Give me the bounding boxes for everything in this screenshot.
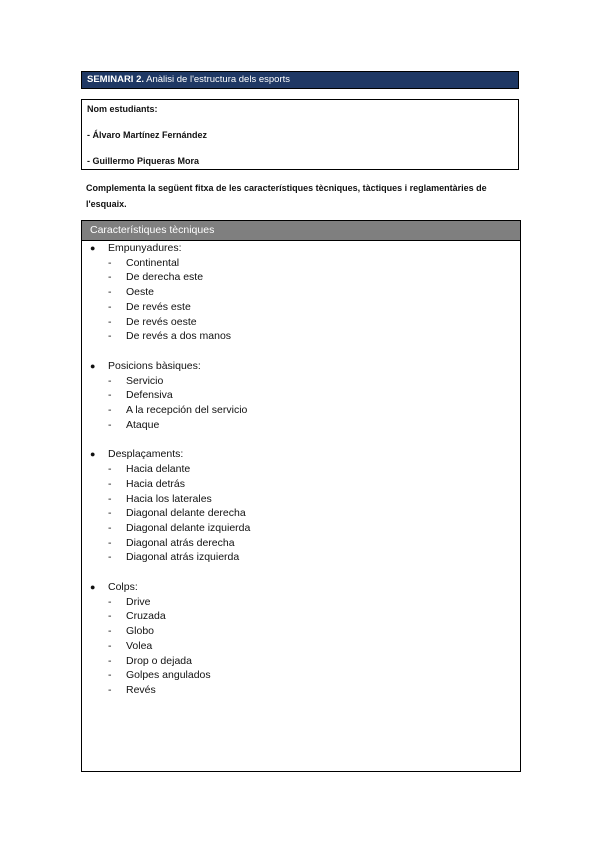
list-item-text: Servicio <box>126 374 164 387</box>
list-item-text: Globo <box>126 625 155 638</box>
seminar-title-bar <box>81 71 519 89</box>
list-item-text: De derecha este <box>126 271 204 284</box>
list-item <box>82 374 520 389</box>
section-title <box>82 359 520 374</box>
list-item <box>82 329 520 344</box>
dash-marker: - <box>108 374 112 387</box>
section-title-text: Desplaçaments: <box>108 448 184 461</box>
list-item-text: A la recepción del servicio <box>126 404 248 417</box>
list-item <box>82 624 520 639</box>
technical-characteristics-box <box>81 220 521 772</box>
list-item <box>82 462 520 477</box>
technical-section <box>82 241 520 344</box>
list-item-text: Drop o dejada <box>126 654 192 667</box>
list-item <box>82 315 520 330</box>
dash-marker: - <box>108 595 112 608</box>
dash-marker: - <box>108 654 112 667</box>
list-item-text: De revés a dos manos <box>126 330 232 343</box>
list-item <box>82 403 520 418</box>
section-title-text: Posicions bàsiques: <box>108 359 201 372</box>
list-item-text: Continental <box>126 256 180 269</box>
dash-marker: - <box>108 271 112 284</box>
technical-sections <box>82 241 520 698</box>
list-item-text: Diagonal delante derecha <box>126 507 246 520</box>
technical-section <box>82 359 520 433</box>
technical-section <box>82 580 520 698</box>
dash-marker: - <box>108 286 112 299</box>
student-name: - Guillermo Piqueras Mora <box>87 156 200 166</box>
list-item-text: Oeste <box>126 286 155 299</box>
list-item <box>82 492 520 507</box>
students-label: Nom estudiants: <box>87 104 158 114</box>
section-title-text: Empunyadures: <box>108 242 182 254</box>
list-item <box>82 654 520 669</box>
bullet-icon: ● <box>90 582 96 593</box>
list-item <box>82 300 520 315</box>
dash-marker: - <box>108 418 112 431</box>
section-title <box>82 580 520 595</box>
list-item <box>82 285 520 300</box>
dash-marker: - <box>108 683 112 696</box>
section-spacer <box>82 344 520 359</box>
section-spacer <box>82 565 520 580</box>
students-box <box>81 99 519 170</box>
list-item <box>82 256 520 271</box>
list-item <box>82 609 520 624</box>
dash-marker: - <box>108 300 112 313</box>
dash-marker: - <box>108 639 112 652</box>
dash-marker: - <box>108 256 112 269</box>
dash-marker: - <box>108 330 112 343</box>
section-title-text: Colps: <box>108 581 138 594</box>
list-item <box>82 270 520 285</box>
dash-marker: - <box>108 551 112 564</box>
list-item-text: Defensiva <box>126 389 173 402</box>
list-item <box>82 388 520 403</box>
list-item-text: Volea <box>126 639 153 652</box>
dash-marker: - <box>108 404 112 417</box>
list-item-text: Drive <box>126 595 151 608</box>
list-item <box>82 418 520 433</box>
list-item <box>82 595 520 610</box>
list-item <box>82 639 520 654</box>
student-name: - Álvaro Martínez Fernández <box>87 130 208 140</box>
dash-marker: - <box>108 507 112 520</box>
dash-marker: - <box>108 463 112 476</box>
list-item-text: Cruzada <box>126 610 166 623</box>
list-item-text: Golpes angulados <box>126 669 211 682</box>
list-item-text: Hacia detrás <box>126 477 185 490</box>
dash-marker: - <box>108 389 112 402</box>
list-item-text: De revés oeste <box>126 315 197 328</box>
list-item <box>82 668 520 683</box>
list-item-text: Diagonal atrás izquierda <box>126 551 240 564</box>
list-item <box>82 506 520 521</box>
list-item <box>82 477 520 492</box>
bullet-icon: ● <box>90 449 96 460</box>
section-spacer <box>82 432 520 447</box>
bullet-icon: ● <box>90 360 96 371</box>
bullet-icon: ● <box>90 243 96 253</box>
list-item-text: De revés este <box>126 300 191 313</box>
dash-marker: - <box>108 492 112 505</box>
seminar-title: Anàlisi de l'estructura dels esports <box>146 74 290 85</box>
instruction-text: Complementa la següent fitxa de les característiques tècniques, tàctiques i reglamentàries de l'esquaix. <box>86 183 487 209</box>
technical-header: Característiques tècniques <box>82 221 520 241</box>
dash-marker: - <box>108 669 112 682</box>
list-item-text: Ataque <box>126 418 160 431</box>
list-item <box>82 683 520 698</box>
list-item-text: Hacia los laterales <box>126 492 212 505</box>
list-item-text: Diagonal atrás derecha <box>126 536 235 549</box>
list-item-text: Hacia delante <box>126 463 191 476</box>
dash-marker: - <box>108 521 112 534</box>
dash-marker: - <box>108 315 112 328</box>
list-item-text: Diagonal delante izquierda <box>126 521 251 534</box>
section-title <box>82 447 520 462</box>
list-item <box>82 550 520 565</box>
seminar-label: SEMINARI 2. <box>87 74 145 85</box>
section-title <box>82 241 520 256</box>
list-item <box>82 536 520 551</box>
dash-marker: - <box>108 536 112 549</box>
list-item <box>82 521 520 536</box>
dash-marker: - <box>108 625 112 638</box>
technical-section <box>82 447 520 565</box>
list-item-text: Revés <box>126 683 156 696</box>
dash-marker: - <box>108 610 112 623</box>
dash-marker: - <box>108 477 112 490</box>
